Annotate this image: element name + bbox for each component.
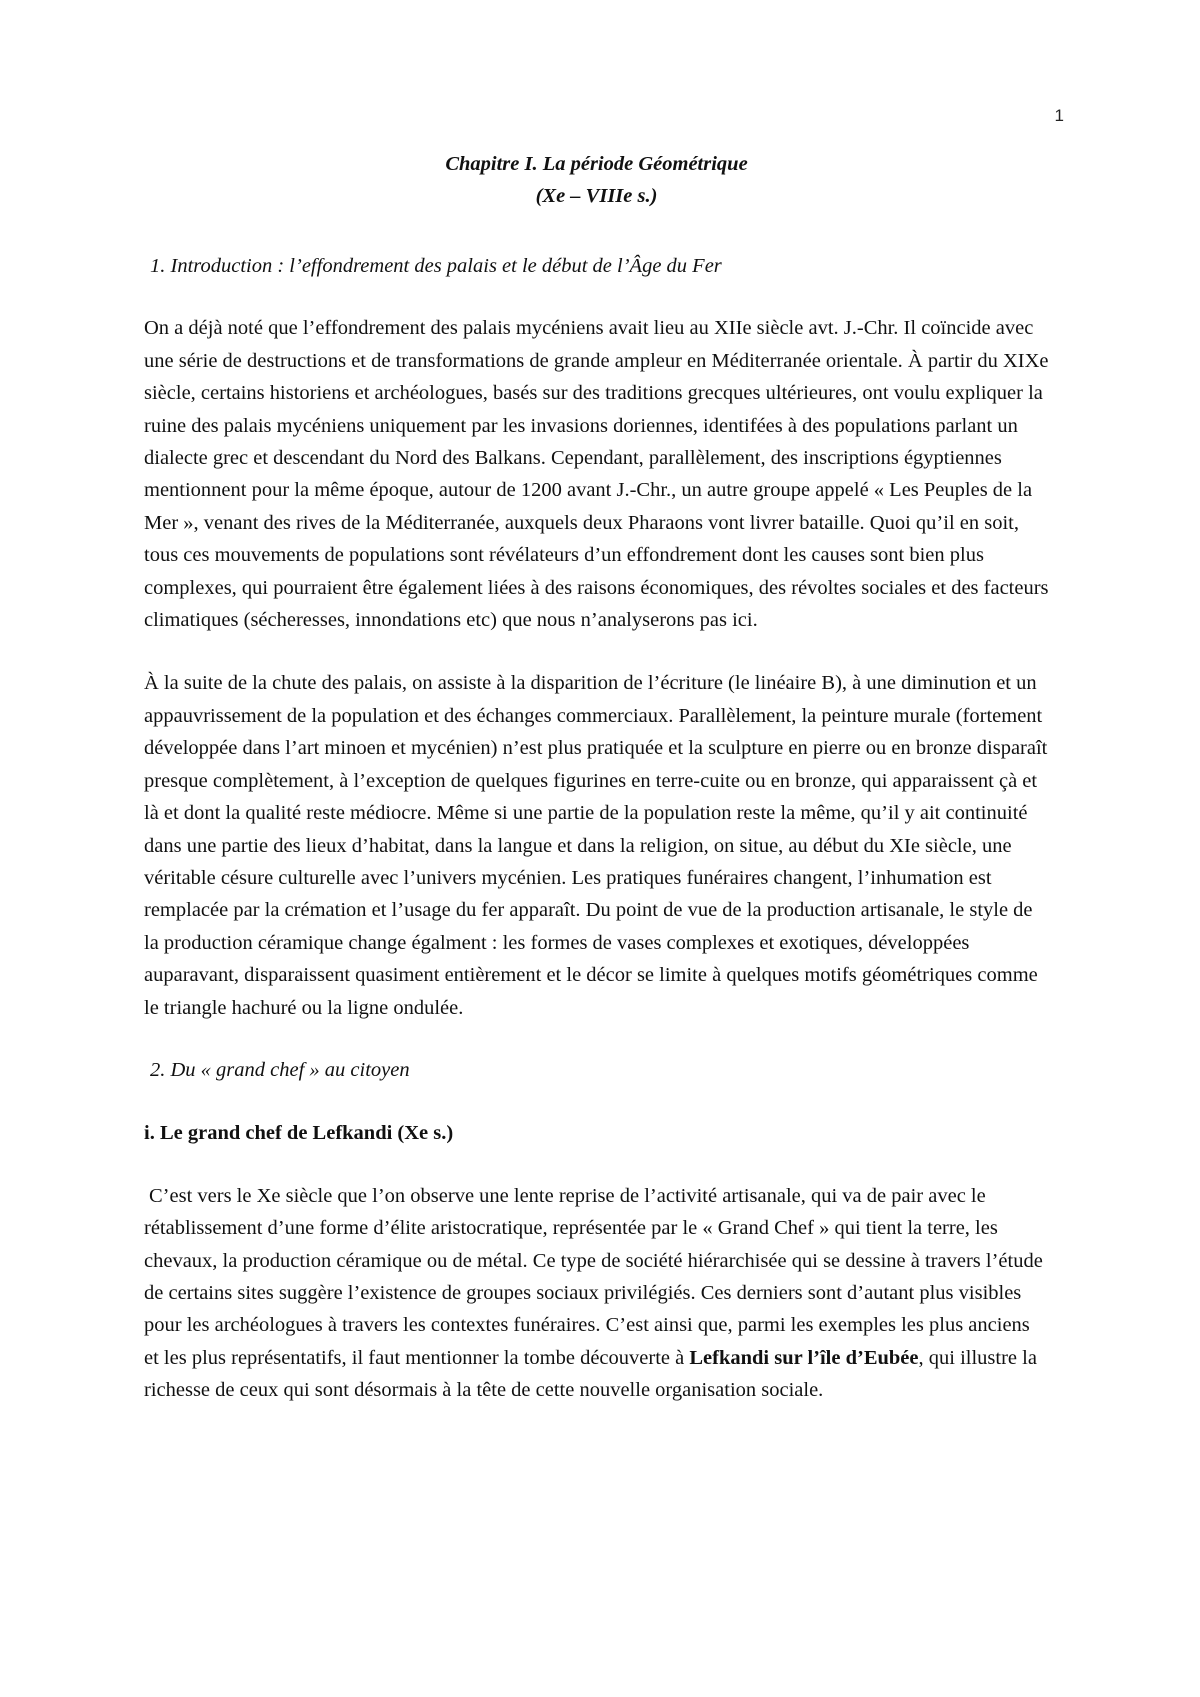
section-2-paragraph-1 [144, 1180, 1049, 1407]
section-1-heading: 1. Introduction : l’effondrement des palais et le début de l’Âge du Fer [150, 255, 722, 277]
section-2-subheading: i. Le grand chef de Lefkandi (Xe s.) [144, 1122, 454, 1145]
section-1-paragraph-2: À la suite de la chute des palais, on assiste à la disparition de l’écriture (le linéaire B), à une diminution et un appauvrissement de la population et des échanges commerciaux. Parallèlement, la peinture murale (fortement développée dans l’art minoen et mycénien) n’est plus pratiquée et la sculpture en pierre ou en bronze disparaît presque complètement, à l’exception de quelques figurines en terre-cuite ou en bronze, qui apparaissent çà et là et dont la qualité reste médiocre. Même si une partie de la population reste la même, qu’il y ait continuité dans une partie des lieux d’habitat, dans la langue et dans la religion, on situe, au début du XIe siècle, une véritable césure culturelle avec l’univers mycénien. Les pratiques funéraires changent, l’inhumation est remplacée par la crémation et l’usage du fer apparaît. Du point de vue de la production artisanale, le style de la production céramique change égalment : les formes de vases complexes et exotiques, développées auparavant, disparaissent quasiment entièrement et le décor se limite à quelques motifs géométriques comme le triangle hachuré ou la ligne ondulée. [144, 672, 1048, 1019]
chapter-title-line-2: (Xe – VIIIe s.) [535, 185, 658, 207]
chapter-title-line-1: Chapitre I. La période Géométrique [445, 153, 748, 175]
paragraph-text-part-2: , qui illustre la richesse de ceux qui sont désormais à la tête de cette nouvelle organisation sociale. [144, 1346, 1037, 1402]
document-body [144, 148, 1049, 1407]
section-2-heading: 2. Du « grand chef » au citoyen [150, 1058, 410, 1081]
page-number: 1 [1054, 106, 1064, 125]
chapter-title [144, 148, 1049, 212]
section-1-paragraph-1: On a déjà noté que l’effondrement des palais mycéniens avait lieu au XIIe siècle avt. J.-Chr. Il coïncide avec une série de destructions et de transformations de grande ampleur en Méditerranée orientale. À partir du XIXe siècle, certains historiens et archéologues, basés sur des traditions grecques ultérieures, ont voulu expliquer la ruine des palais mycéniens uniquement par les invasions doriennes, identifées à des populations parlant un dialecte grec et descendant du Nord des Balkans. Cependant, parallèlement, des inscriptions égyptiennes mentionnent pour la même époque, autour de 1200 avant J.-Chr., un autre groupe appelé « Les Peuples de la Mer », venant des rives de la Méditerranée, auxquels deux Pharaons vont livrer bataille. Quoi qu’il en soit, tous ces mouvements de populations sont révélateurs d’un effondrement dont les causes sont bien plus complexes, qui pourraient être également liées à des raisons économiques, des révoltes sociales et des facteurs climatiques (sécheresses, innondations etc) que nous n’analyserons pas ici. [144, 317, 1049, 632]
emphasis-lefkandi: Lefkandi sur l’île d’Eubée [689, 1346, 919, 1369]
paragraph-text-part-1: C’est vers le Xe siècle que l’on observe une lente reprise de l’activité artisanale, qui va de pair avec le rétablissement d’une forme d’élite aristocratique, représentée par le « Grand Chef » qui tient la terre, les chevaux, la production céramique ou de métal. Ce type de société hiérarchisée qui se dessine à travers l’étude de certains sites suggère l’existence de groupes sociaux privilégiés. Ces derniers sont d’autant plus visibles pour les archéologues à travers les contextes funéraires. C’est ainsi que, parmi les exemples les plus anciens et les plus représentatifs, il faut mentionner la tombe découverte à [144, 1184, 1043, 1369]
